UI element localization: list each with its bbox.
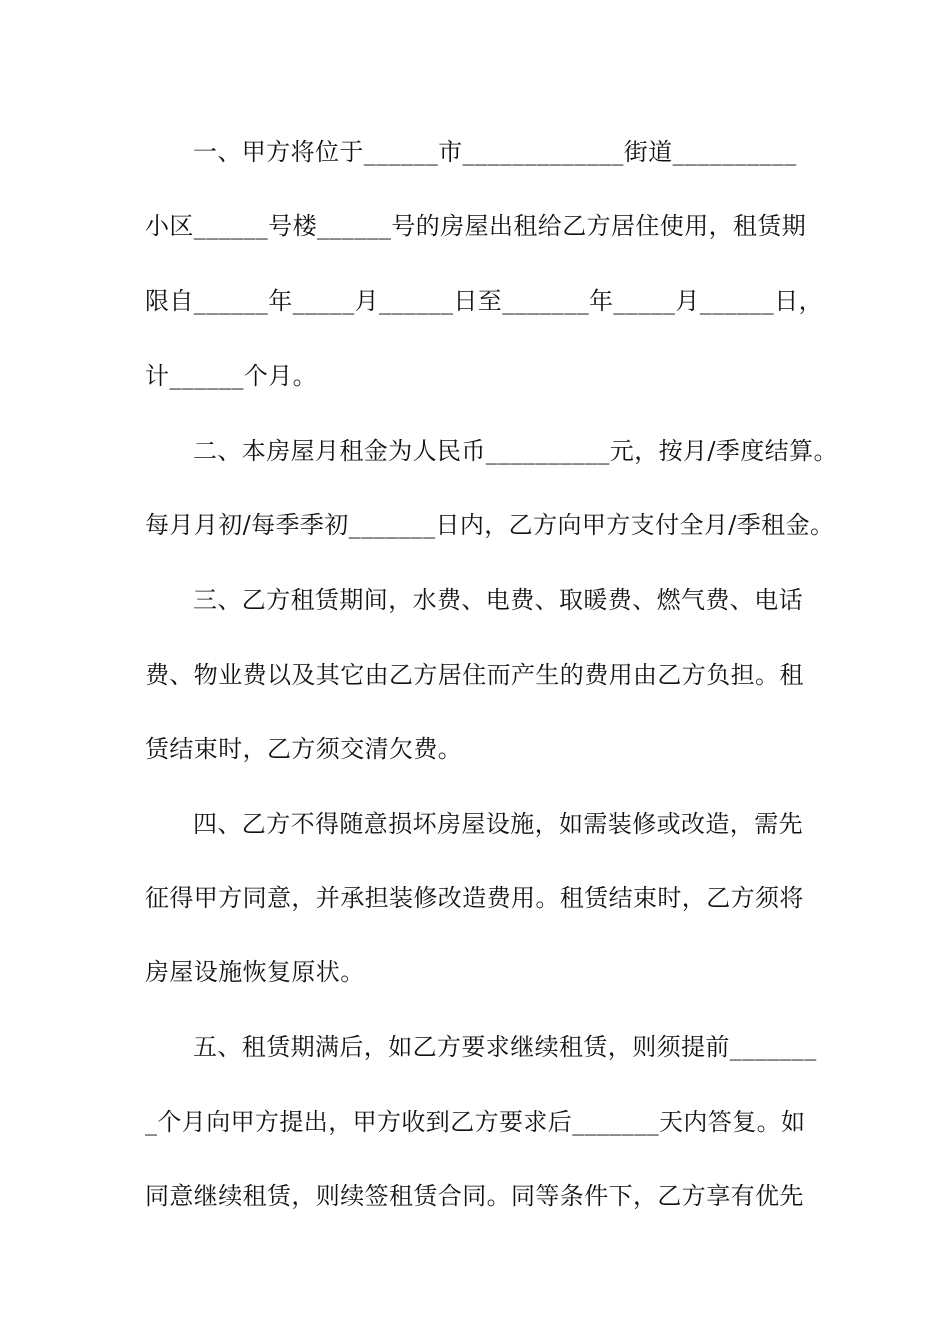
clause-4-line-3: 房屋设施恢复原状。 [145, 958, 365, 986]
clause-1-line-1: 一、甲方将位于______市_____________街道__________ [193, 138, 797, 166]
clause-3-line-2: 费、物业费以及其它由乙方居住而产生的费用由乙方负担。租 [145, 661, 804, 689]
clause-3-line-3: 赁结束时，乙方须交清欠费。 [145, 735, 463, 763]
clause-5-line-1: 五、租赁期满后，如乙方要求继续租赁，则须提前_______ [193, 1033, 817, 1061]
clause-2-line-2: 每月月初/每季季初_______日内，乙方向甲方支付全月/季租金。 [145, 511, 835, 539]
clause-1-line-2: 小区______号楼______号的房屋出租给乙方居住使用，租赁期 [145, 212, 807, 240]
clause-4-line-2: 征得甲方同意，并承担装修改造费用。租赁结束时，乙方须将 [145, 884, 804, 912]
clause-3-line-1: 三、乙方租赁期间，水费、电费、取暖费、燃气费、电话 [193, 586, 803, 614]
clause-4-line-1: 四、乙方不得随意损坏房屋设施，如需装修或改造，需先 [193, 810, 803, 838]
clause-1-line-3: 限自______年_____月______日至_______年_____月______日， [145, 287, 823, 315]
clause-2-line-1: 二、本房屋月租金为人民币__________元，按月/季度结算。 [193, 437, 838, 465]
clause-5-line-3: 同意继续租赁，则续签租赁合同。同等条件下，乙方享有优先 [145, 1182, 804, 1210]
clause-1-line-4: 计______个月。 [145, 362, 317, 390]
clause-5-line-2: _个月向甲方提出，甲方收到乙方要求后_______天内答复。如 [145, 1108, 806, 1136]
